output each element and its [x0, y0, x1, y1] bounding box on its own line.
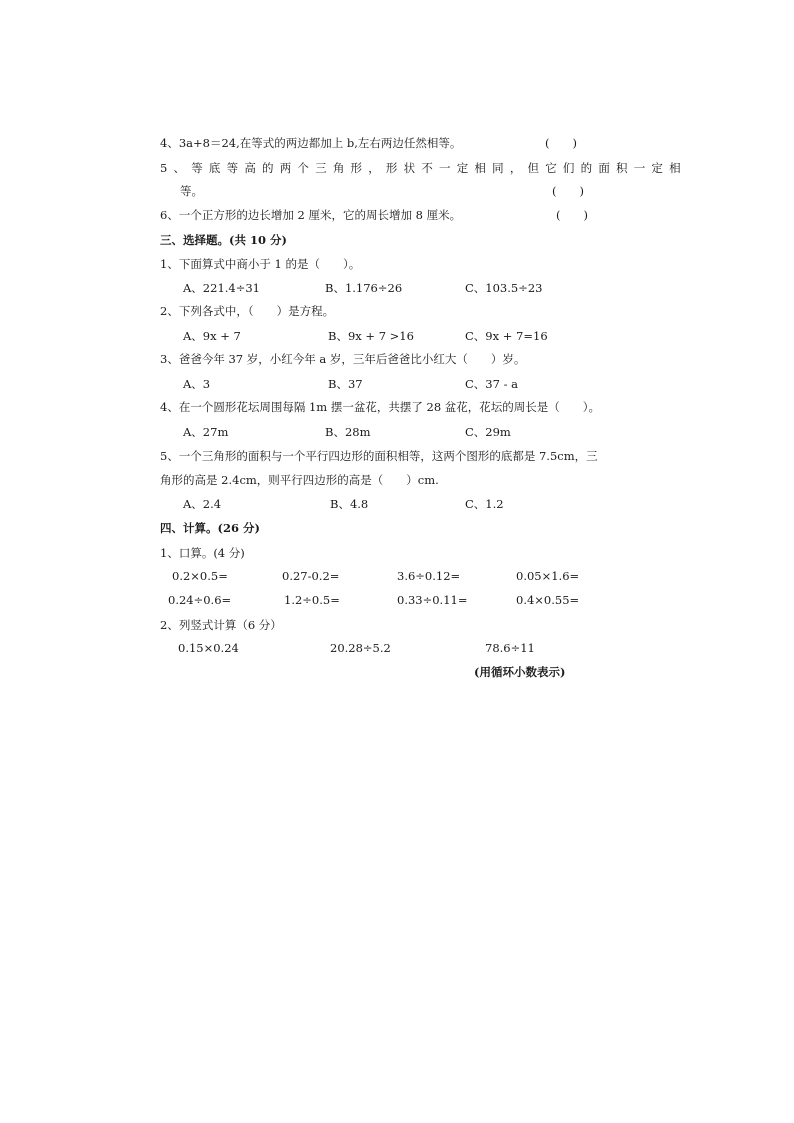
choice-q1-option-a[interactable]: A、221.4÷31 [183, 281, 260, 295]
vertical-calc-item: 0.15×0.24 [178, 641, 239, 655]
choice-q2-option-a[interactable]: A、9x + 7 [183, 329, 241, 343]
choice-section-heading: 三、选择题。(共 10 分) [160, 233, 287, 247]
vertical-calc-title: 2、列竖式计算（6 分） [160, 618, 282, 632]
judge-q4-answer-paren[interactable]: ( ) [545, 136, 577, 150]
choice-q4-option-b[interactable]: B、28m [325, 425, 371, 439]
choice-q3-option-b[interactable]: B、37 [328, 377, 363, 391]
choice-q2-option-c[interactable]: C、9x + 7=16 [465, 329, 548, 343]
vertical-calc-item: 78.6÷11 [485, 641, 535, 655]
mental-calc-item: 3.6÷0.12= [397, 569, 461, 583]
mental-calc-item: 0.05×1.6= [516, 569, 580, 583]
choice-q1-option-b[interactable]: B、1.176÷26 [325, 281, 403, 295]
judge-q6-answer-paren[interactable]: ( ) [556, 208, 588, 222]
choice-q4-option-c[interactable]: C、29m [465, 425, 511, 439]
choice-q5-option-c[interactable]: C、1.2 [465, 497, 504, 511]
choice-q5-option-a[interactable]: A、2.4 [183, 497, 222, 511]
choice-q1-text: 1、下面算式中商小于 1 的是（ ）。 [160, 257, 361, 271]
choice-q3-text: 3、爸爸今年 37 岁，小红今年 a 岁，三年后爸爸比小红大（ ）岁。 [160, 352, 526, 366]
mental-calc-item: 0.2×0.5= [172, 569, 228, 583]
choice-q3-option-c[interactable]: C、37 - a [465, 377, 518, 391]
calc-section-heading: 四、计算。(26 分) [160, 521, 260, 535]
choice-q2-option-b[interactable]: B、9x + 7 >16 [328, 329, 414, 343]
mental-calc-title: 1、口算。(4 分) [160, 546, 245, 560]
choice-q5-text-line1: 5、一个三角形的面积与一个平行四边形的面积相等，这两个图形的底都是 7.5cm，三 [160, 449, 598, 463]
choice-q2-text: 2、下列各式中，（ ）是方程。 [160, 304, 335, 318]
mental-calc-item: 0.33÷0.11= [397, 593, 468, 607]
choice-q5-option-b[interactable]: B、4.8 [330, 497, 369, 511]
mental-calc-item: 1.2÷0.5= [284, 593, 340, 607]
mental-calc-item: 0.4×0.55= [516, 593, 580, 607]
judge-q6-text: 6、一个正方形的边长增加 2 厘米，它的周长增加 8 厘米。 [160, 208, 462, 222]
choice-q1-option-c[interactable]: C、103.5÷23 [465, 281, 543, 295]
judge-q4-text: 4、3a+8＝24,在等式的两边都加上 b,左右两边任然相等。 [160, 136, 462, 150]
choice-q4-option-a[interactable]: A、27m [183, 425, 229, 439]
choice-q3-option-a[interactable]: A、3 [183, 377, 211, 391]
judge-q5-text-line2: 等。 [180, 184, 203, 198]
mental-calc-item: 0.27-0.2= [282, 569, 340, 583]
recurring-decimal-note: (用循环小数表示) [474, 665, 566, 679]
judge-q5-text-line1: 5、等底等高的两个三角形，形状不一定相同，但它们的面积一定相 [160, 161, 687, 175]
choice-q4-text: 4、在一个圆形花坛周围每隔 1m 摆一盆花，共摆了 28 盆花，花坛的周长是（ ）。 [160, 400, 601, 414]
judge-q5-answer-paren[interactable]: ( ) [552, 184, 584, 198]
vertical-calc-item: 20.28÷5.2 [330, 641, 391, 655]
choice-q5-text-line2: 角形的高是 2.4cm，则平行四边形的高是（ ）cm. [160, 473, 439, 487]
mental-calc-item: 0.24÷0.6= [168, 593, 232, 607]
